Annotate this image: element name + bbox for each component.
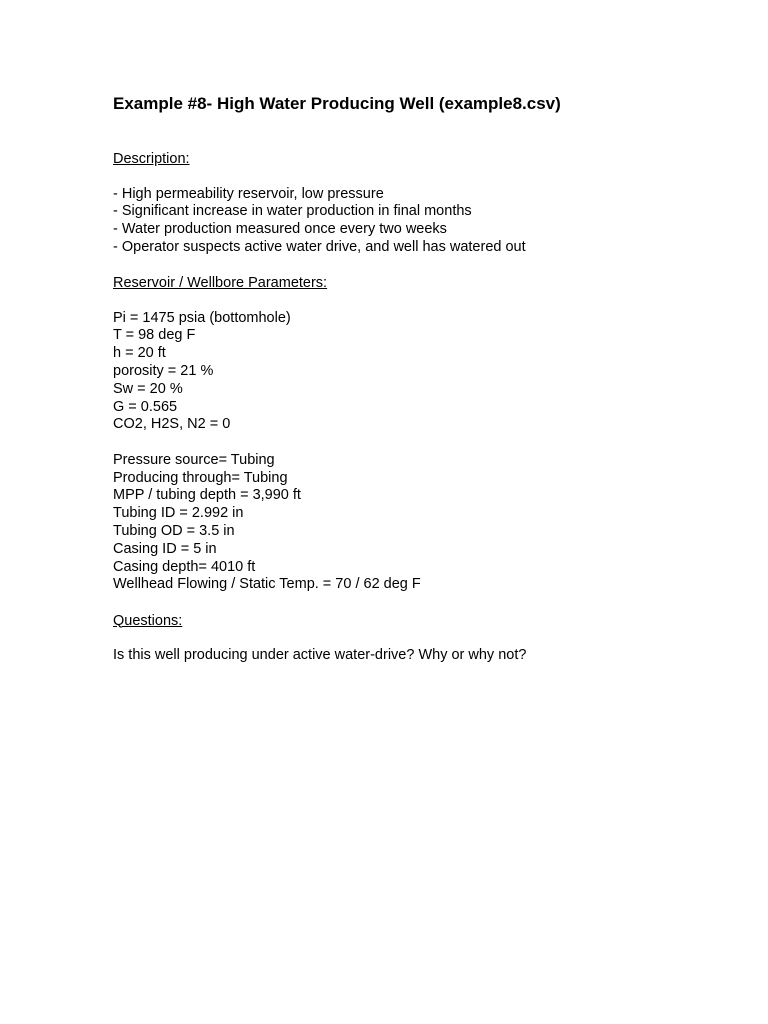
parameter-line: Pi = 1475 psia (bottomhole)	[113, 309, 291, 326]
question-item: Is this well producing under active water-drive? Why or why not?	[113, 647, 527, 664]
parameter-line: Pressure source= Tubing	[113, 451, 275, 468]
description-item: - Water production measured once every two weeks	[113, 221, 447, 238]
reservoir-parameters-list	[113, 310, 733, 435]
questions-list	[113, 647, 733, 665]
parameter-line: Wellhead Flowing / Static Temp. = 70 / 62 deg F	[113, 576, 421, 593]
parameter-line: Tubing OD = 3.5 in	[113, 522, 235, 539]
description-item: - Operator suspects active water drive, and well has watered out	[113, 238, 526, 255]
parameters-heading: Reservoir / Wellbore Parameters:	[113, 275, 328, 292]
description-heading: Description:	[113, 151, 190, 167]
parameter-line: Casing depth= 4010 ft	[113, 558, 256, 575]
questions-heading: Questions:	[113, 612, 183, 629]
parameter-line: Producing through= Tubing	[113, 469, 288, 486]
parameter-line: G = 0.565	[113, 398, 178, 415]
parameter-line: Casing ID = 5 in	[113, 540, 217, 557]
description-list	[113, 186, 733, 257]
wellbore-parameters-list	[113, 452, 733, 594]
parameter-line: MPP / tubing depth = 3,990 ft	[113, 487, 301, 504]
parameter-line: Sw = 20 %	[113, 380, 183, 397]
parameter-line: h = 20 ft	[113, 345, 166, 362]
parameter-line: Tubing ID = 2.992 in	[113, 505, 244, 522]
parameter-line: porosity = 21 %	[113, 363, 214, 380]
parameter-line: T = 98 deg F	[113, 327, 196, 344]
document-page	[113, 92, 733, 682]
description-item: - High permeability reservoir, low pressure	[113, 185, 384, 202]
document-title: Example #8- High Water Producing Well (example8.csv)	[113, 94, 561, 113]
parameter-line: CO2, H2S, N2 = 0	[113, 416, 231, 433]
description-item: - Significant increase in water production in final months	[113, 203, 472, 220]
